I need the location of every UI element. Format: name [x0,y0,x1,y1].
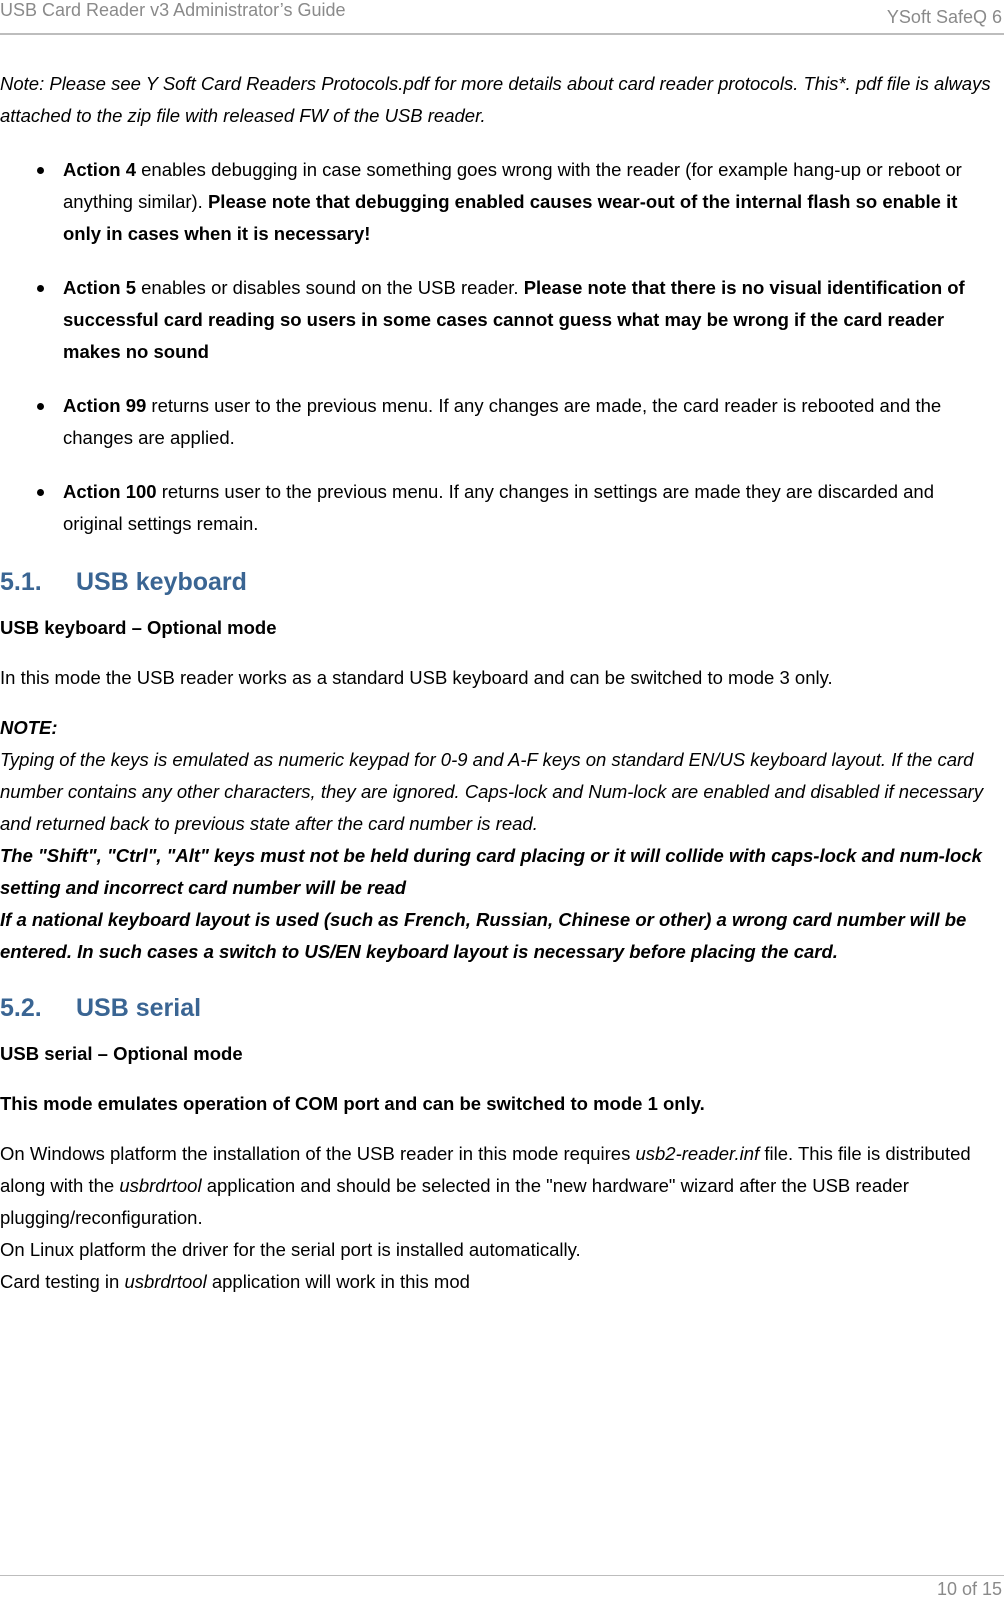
text-run: application and should be selected in the "new hardware" wizard after the USB reader plugging/reconfiguration. [0,1175,909,1228]
note-text: Typing of the keys is emulated as numeric keypad for 0-9 and A-F keys on standard EN/US keyboard layout. If the card number contains any other characters, they are ignored. Caps-lock and Num-lock are enabled and disabled if necessary and returned back to previous state after the card number is read. [0,749,984,834]
text-run: application will work in this mod [206,1271,470,1292]
action-item-100 [0,476,1000,540]
section-heading-usb-serial [0,988,1000,1028]
serial-mode-subtitle: USB serial – Optional mode [0,1043,243,1064]
action-description: enables or disables sound on the USB reader. [135,277,524,298]
note-label: NOTE: [0,717,58,738]
action-description: returns user to the previous menu. If any changes in settings are made they are discarded and original settings remain. [63,481,935,534]
inf-file-name: usb2-reader.inf [635,1143,760,1164]
section-number: 5.2. [0,994,42,1022]
note-warning-modifier-keys: The "Shift", "Ctrl", "Alt" keys must not be held during card placing or it will collide with caps-lock and num-lock setting and incorrect card number will be read [0,845,982,898]
action-item-99 [0,390,1000,454]
text-run: Card testing in [0,1271,125,1292]
section-title: USB keyboard [76,568,247,596]
text-run: file. This file is distributed along with the [0,1143,971,1196]
protocols-note: Note: Please see Y Soft Card Readers Protocols.pdf for more details about card reader protocols. This*. pdf file is always attached to the zip file with released FW of the USB reader. [0,73,991,126]
serial-mode-summary: This mode emulates operation of COM port and can be switched to mode 1 only. [0,1093,705,1114]
windows-install-paragraph [0,1138,1000,1234]
action-name: Action 100 [63,481,157,502]
header-product-name: YSoft SafeQ 6 [886,7,1002,27]
keyboard-mode-description: In this mode the USB reader works as a standard USB keyboard and can be switched to mode 3 only. [0,667,833,688]
action-name: Action 5 [63,277,136,298]
note-warning-keyboard-layout: If a national keyboard layout is used (such as French, Russian, Chinese or other) a wrong card number will be entered. In such cases a switch to US/EN keyboard layout is necessary before placing the card. [0,909,967,962]
linux-install-paragraph: On Linux platform the driver for the serial port is installed automatically. [0,1239,581,1260]
action-description: enables debugging in case something goes wrong with the reader (for example hang-up or reboot or anything similar). [63,159,962,212]
page-content [0,68,1000,1298]
action-warning: Please note that there is no visual identification of successful card reading so users in some cases cannot guess what may be wrong if the card reader makes no sound [63,277,965,362]
header-divider [0,33,1004,35]
page-number: 10 of 15 [936,1579,1002,1599]
action-list [0,154,1000,540]
section-title: USB serial [76,994,202,1022]
action-warning: Please note that debugging enabled causes wear-out of the internal flash so enable it only in cases when it is necessary! [63,191,958,244]
tool-name: usbrdrtool [119,1175,202,1196]
header-document-title: USB Card Reader v3 Administrator’s Guide [0,0,346,20]
action-item-4 [0,154,1000,250]
card-testing-paragraph [0,1266,1000,1298]
tool-name: usbrdrtool [124,1271,207,1292]
keyboard-mode-subtitle: USB keyboard – Optional mode [0,617,277,638]
action-description: returns user to the previous menu. If any changes are made, the card reader is rebooted and the changes are applied. [63,395,942,448]
section-number: 5.1. [0,568,42,596]
action-name: Action 4 [63,159,136,180]
keyboard-note [0,712,1000,968]
text-run: On Windows platform the installation of the USB reader in this mode requires [0,1143,636,1164]
action-item-5 [0,272,1000,368]
footer-divider [0,1575,1004,1576]
action-name: Action 99 [63,395,147,416]
section-heading-usb-keyboard [0,562,1000,602]
